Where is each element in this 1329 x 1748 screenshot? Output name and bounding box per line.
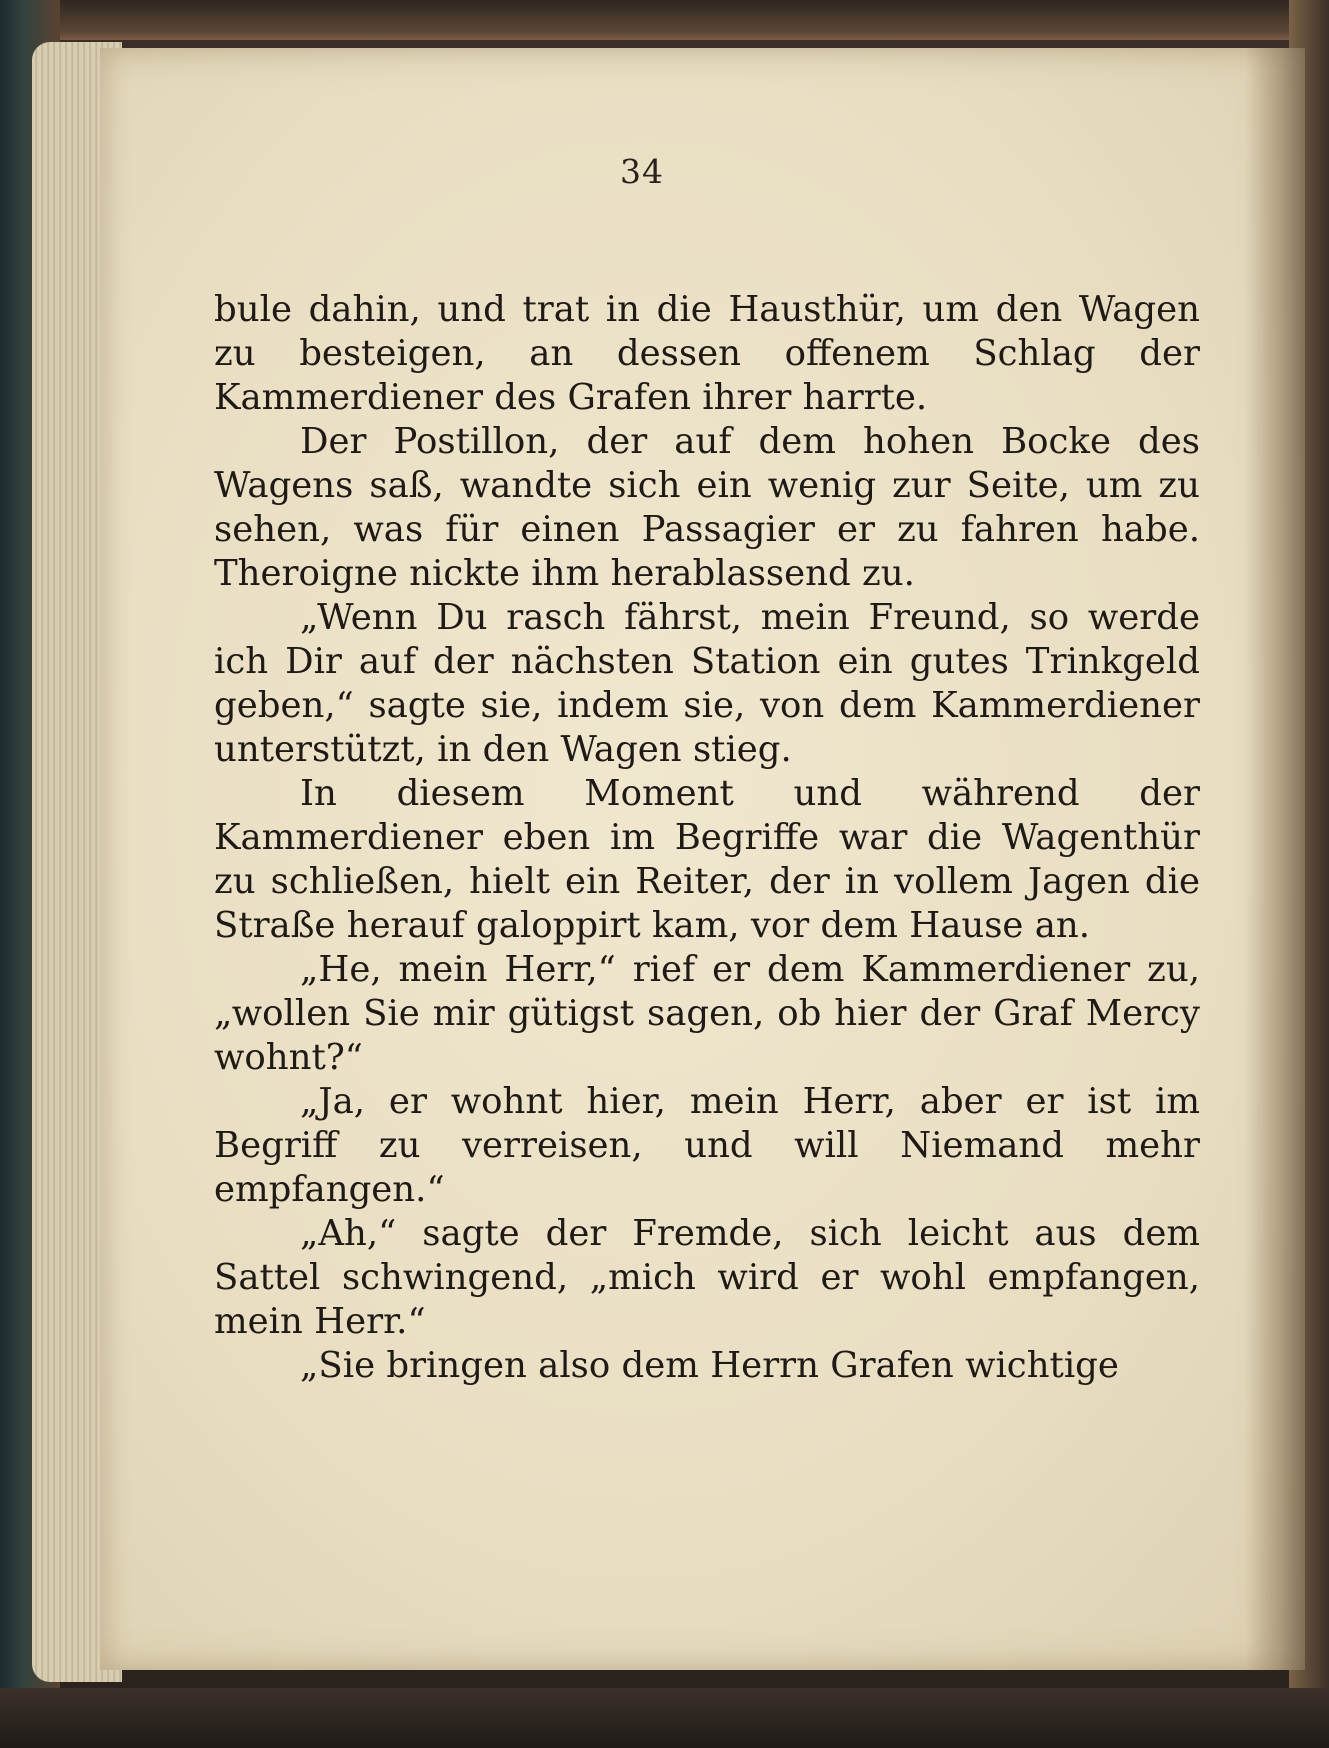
paragraph: bule dahin, und trat in die Hausthür, um den Wagen zu besteigen, an dessen offenem Schlag der Kammerdiener des Grafen ihrer harrte. — [214, 289, 1200, 418]
page-text — [214, 288, 1200, 1388]
paragraph: „Ah,“ sagte der Fremde, sich leicht aus dem Sattel schwingend, „mich wird er wohl empfangen, mein Herr.“ — [214, 1213, 1200, 1342]
paragraph: „Wenn Du rasch fährst, mein Freund, so werde ich Dir auf der nächsten Station ein gutes Trinkgeld geben,“ sagte sie, indem sie, von dem Kammerdiener unterstützt, in den Wagen stieg. — [214, 597, 1200, 770]
paragraph: „He, mein Herr,“ rief er dem Kammerdiener zu, „wollen Sie mir gütigst sagen, ob hier der Graf Mercy wohnt?“ — [214, 949, 1200, 1078]
page-number: 34 — [620, 152, 664, 191]
page-gutter — [1245, 48, 1305, 1670]
book-cover-bottom — [0, 1688, 1329, 1748]
book-cover-top — [0, 0, 1329, 40]
paragraph: Der Postillon, der auf dem hohen Bocke des Wagens saß, wandte sich ein wenig zur Seite, um zu sehen, was für einen Passagier er zu fahren habe. Theroigne nickte ihm herablassend zu. — [214, 421, 1200, 594]
paragraph: In diesem Moment und während der Kammerdiener eben im Begriffe war die Wagenthür zu schließen, hielt ein Reiter, der in vollem Jagen die Straße herauf galoppirt kam, vor dem Hause an. — [214, 773, 1200, 946]
paragraph: „Sie bringen also dem Herrn Grafen wichtige — [300, 1345, 1119, 1386]
paragraph: „Ja, er wohnt hier, mein Herr, aber er ist im Begriff zu verreisen, und will Niemand mehr empfangen.“ — [214, 1081, 1200, 1210]
